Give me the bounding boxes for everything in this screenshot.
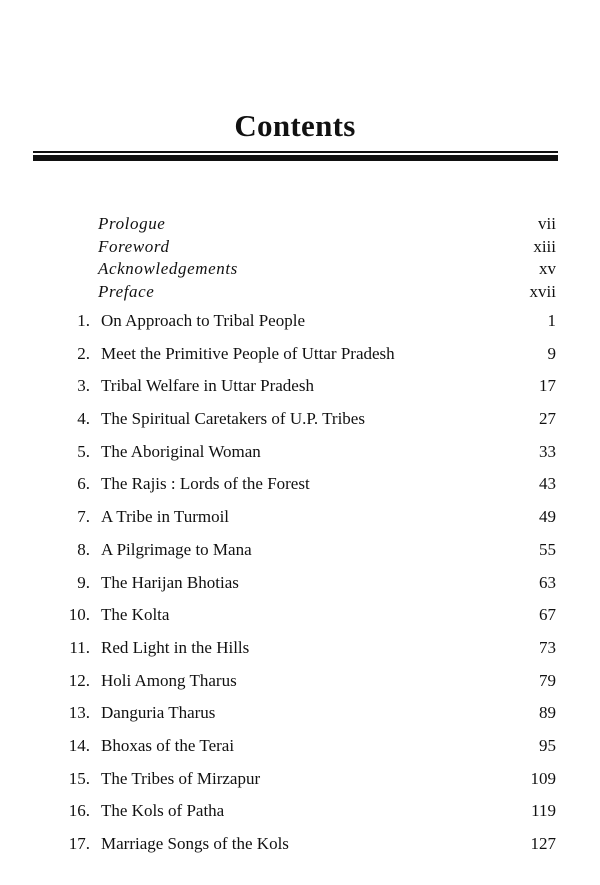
chapter-entry xyxy=(0,638,600,671)
title-rule-thick xyxy=(33,155,558,161)
chapter-page: 119 xyxy=(531,801,556,821)
chapter-page: 79 xyxy=(539,670,556,690)
chapter-page: 89 xyxy=(539,703,556,723)
chapter-entry xyxy=(0,605,600,638)
chapter-title: Red Light in the Hills xyxy=(101,637,250,657)
chapter-page: 127 xyxy=(530,834,556,853)
chapter-entry xyxy=(0,540,600,573)
front-matter-page: vii xyxy=(538,214,556,233)
chapter-title: The Tribes of Mirzapur xyxy=(101,768,261,788)
front-matter-item xyxy=(0,237,600,260)
chapter-page: 9 xyxy=(547,343,556,363)
chapter-number: 16. xyxy=(68,801,90,821)
chapter-title: Tribal Welfare in Uttar Pradesh xyxy=(101,376,314,396)
front-matter-page: xiii xyxy=(533,236,556,256)
chapter-number: 1. xyxy=(77,311,90,330)
chapter-number: 15. xyxy=(68,768,90,788)
title-rule-thin xyxy=(33,151,558,153)
chapter-number: 10. xyxy=(68,605,90,625)
chapter-entry xyxy=(0,311,600,344)
chapter-title: The Spiritual Caretakers of U.P. Tribes xyxy=(101,409,365,429)
front-matter-label: Preface xyxy=(98,281,155,301)
chapter-number: 8. xyxy=(77,539,90,559)
chapter-list xyxy=(0,311,600,867)
chapter-entry xyxy=(0,474,600,507)
chapter-entry xyxy=(0,507,600,540)
chapter-number: 6. xyxy=(77,474,90,494)
chapter-number: 12. xyxy=(68,670,90,690)
chapter-title: The Harijan Bhotias xyxy=(101,572,239,592)
front-matter-item xyxy=(0,214,600,237)
chapter-page: 63 xyxy=(539,572,556,592)
chapter-page: 43 xyxy=(539,474,556,494)
chapter-number: 17. xyxy=(68,834,90,853)
chapter-title: The Kols of Patha xyxy=(101,801,225,821)
chapter-page: 109 xyxy=(530,768,556,788)
chapter-entry xyxy=(0,442,600,475)
chapter-number: 9. xyxy=(77,572,90,592)
chapter-entry xyxy=(0,409,600,442)
chapter-page: 33 xyxy=(539,441,556,461)
chapter-entry xyxy=(0,573,600,606)
front-matter-label: Acknowledgements xyxy=(98,259,238,278)
chapter-page: 73 xyxy=(539,637,556,657)
chapter-title: Holi Among Tharus xyxy=(101,670,237,690)
front-matter-page: xvii xyxy=(529,281,556,301)
chapter-page: 49 xyxy=(539,507,556,527)
chapter-page: 1 xyxy=(547,311,556,330)
chapter-title: The Rajis : Lords of the Forest xyxy=(101,474,310,494)
page-title: Contents xyxy=(234,108,356,143)
chapter-entry xyxy=(0,736,600,769)
chapter-title: Meet the Primitive People of Uttar Pradesh xyxy=(101,343,395,363)
front-matter-page: xv xyxy=(539,259,556,278)
chapter-title: A Pilgrimage to Mana xyxy=(101,539,252,559)
chapter-title: Marriage Songs of the Kols xyxy=(101,834,289,853)
chapter-entry xyxy=(0,769,600,802)
chapter-number: 5. xyxy=(77,441,90,461)
front-matter-item xyxy=(0,282,600,305)
chapter-title: The Kolta xyxy=(101,605,170,625)
chapter-number: 7. xyxy=(77,507,90,527)
front-matter-label: Prologue xyxy=(98,214,166,233)
chapter-title: The Aboriginal Woman xyxy=(101,441,261,461)
chapter-page: 95 xyxy=(539,735,556,755)
chapter-number: 4. xyxy=(77,409,90,429)
chapter-entry xyxy=(0,344,600,377)
chapter-title: A Tribe in Turmoil xyxy=(101,507,230,527)
chapter-entry xyxy=(0,376,600,409)
chapter-title: On Approach to Tribal People xyxy=(101,311,305,330)
chapter-page: 55 xyxy=(539,539,556,559)
front-matter-item xyxy=(0,259,600,282)
chapter-page: 17 xyxy=(539,376,556,396)
chapter-entry xyxy=(0,671,600,704)
chapter-title: Danguria Tharus xyxy=(101,703,216,723)
front-matter-label: Foreword xyxy=(98,236,170,256)
chapter-entry xyxy=(0,834,600,867)
chapter-entry xyxy=(0,703,600,736)
chapter-number: 11. xyxy=(69,637,90,657)
chapter-title: Bhoxas of the Terai xyxy=(101,735,235,755)
chapter-number: 3. xyxy=(77,376,90,396)
chapter-number: 13. xyxy=(68,703,90,723)
front-matter-list xyxy=(0,214,600,304)
chapter-page: 27 xyxy=(539,409,556,429)
chapter-page: 67 xyxy=(539,605,556,625)
chapter-number: 14. xyxy=(68,735,90,755)
chapter-entry xyxy=(0,801,600,834)
chapter-number: 2. xyxy=(77,343,90,363)
